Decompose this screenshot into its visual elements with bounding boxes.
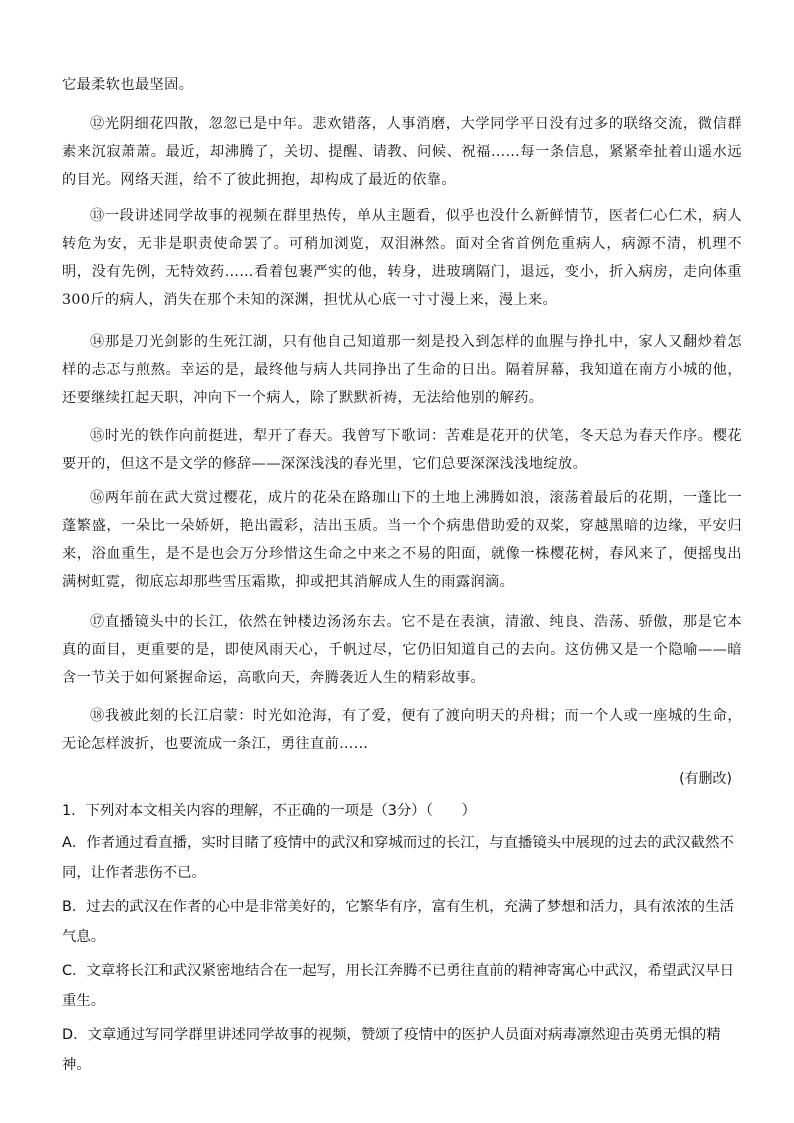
edit-note: (有删改) [679,771,732,787]
option-c: C．文章将长江和武汉紧密地结合在一起写，用长江奔腾不已勇往直前的精神寄寓心中武汉，希望武汉早日重生。 [62,963,735,1009]
question-stem: 1．下列对本文相关内容的理解，不正确的一项是（3分）（ ） [62,803,477,819]
paragraph-16: ⑯两年前在武大赏过樱花，成片的花朵在路珈山下的土地上沸腾如浪，滚荡着最后的花期，一蓬比一蓬繁盛，一朵比一朵娇妍，艳出霞彩，洁出玉质。当一个个病患借助爱的双桨，穿越黑暗的边缘，平安归来，浴血重生，是不是也会万分珍惜这生命之中来之不易的阳面，就像一株樱花树，春风来了，便摇曳出满树虹霓，彻底忘却那些雪压霜欺，抑或把其消解成人生的雨露润滴。 [62,490,742,590]
lead-line: 它最柔软也最坚固。 [62,77,194,93]
paragraph-14: ⑭那是刀光剑影的生死江湖，只有他自己知道那一刻是投入到怎样的血腥与挣扎中，家人又翻炒着怎样的忐忑与煎熬。幸运的是，最终他与病人共同挣出了生命的日出。隔着屏幕，我知道在南方小城的他，还要继续扛起天职，冲向下一个病人，除了默默祈祷，无法给他别的解药。 [62,334,742,406]
paragraph-18: ⑱我被此刻的长江启蒙：时光如沧海，有了爱，便有了渡向明天的舟楫；而一个人或一座城的生命，无论怎样波折，也要流成一条江，勇往直前…… [62,708,742,752]
option-b: B．过去的武汉在作者的心中是非常美好的，它繁华有序，富有生机，充满了梦想和活力，具有浓浓的生活气息。 [62,899,734,945]
option-a: A．作者通过看直播，实时目睹了疫情中的武汉和穿城而过的长江，与直播镜头中展现的过去的武汉截然不同，让作者悲伤不已。 [62,835,734,881]
paragraph-13: ⑬一段讲述同学故事的视频在群里热传，单从主题看，似乎也没什么新鲜情节，医者仁心仁术，病人转危为安，无非是职责使命罢了。可稍加浏览，双泪淋然。面对全省首例危重病人，病源不清，机理不明，没有先例，无特效药……看着包裹严实的他，转身，进玻璃隔门，退远，变小，折入病房，走向体重300斤的病人，消失在那个未知的深渊，担忧从心底一寸寸漫上来，漫上来。 [62,208,742,308]
paragraph-17: ⑰直播镜头中的长江，依然在钟楼边汤汤东去。它不是在表演，清澈、纯良、浩荡、骄傲，那是它本真的面目，更重要的是，即使风雨天心，千帆过尽，它仍旧知道自己的去向。这仿佛又是一个隐喻——暗含一节关于如何紧握命运，高歌向天，奔腾袭近人生的精彩故事。 [62,614,742,686]
option-d: D．文章通过写同学群里讲述同学故事的视频，赞颂了疫情中的医护人员面对病毒凛然迎击英勇无惧的精神。 [62,1027,721,1073]
paragraph-15: ⑮时光的铁作向前挺进，犁开了春天。我曾写下歌词：苦难是花开的伏笔，冬天总为春天作序。樱花要开的，但这不是文学的修辞——深深浅浅的春光里，它们总要深深浅浅地绽放。 [62,428,742,472]
paragraph-12: ⑫光阴细花四散，忽忽已是中年。悲欢错落，人事消磨，大学同学平日没有过多的联络交流，微信群素来沉寂萧萧。最近，却沸腾了，关切、提醒、请教、问候、祝福……每一条信息，紧紧牵扯着山遥水远的目光。网络天涯，给不了彼此拥抱，却构成了最近的依靠。 [62,116,742,188]
